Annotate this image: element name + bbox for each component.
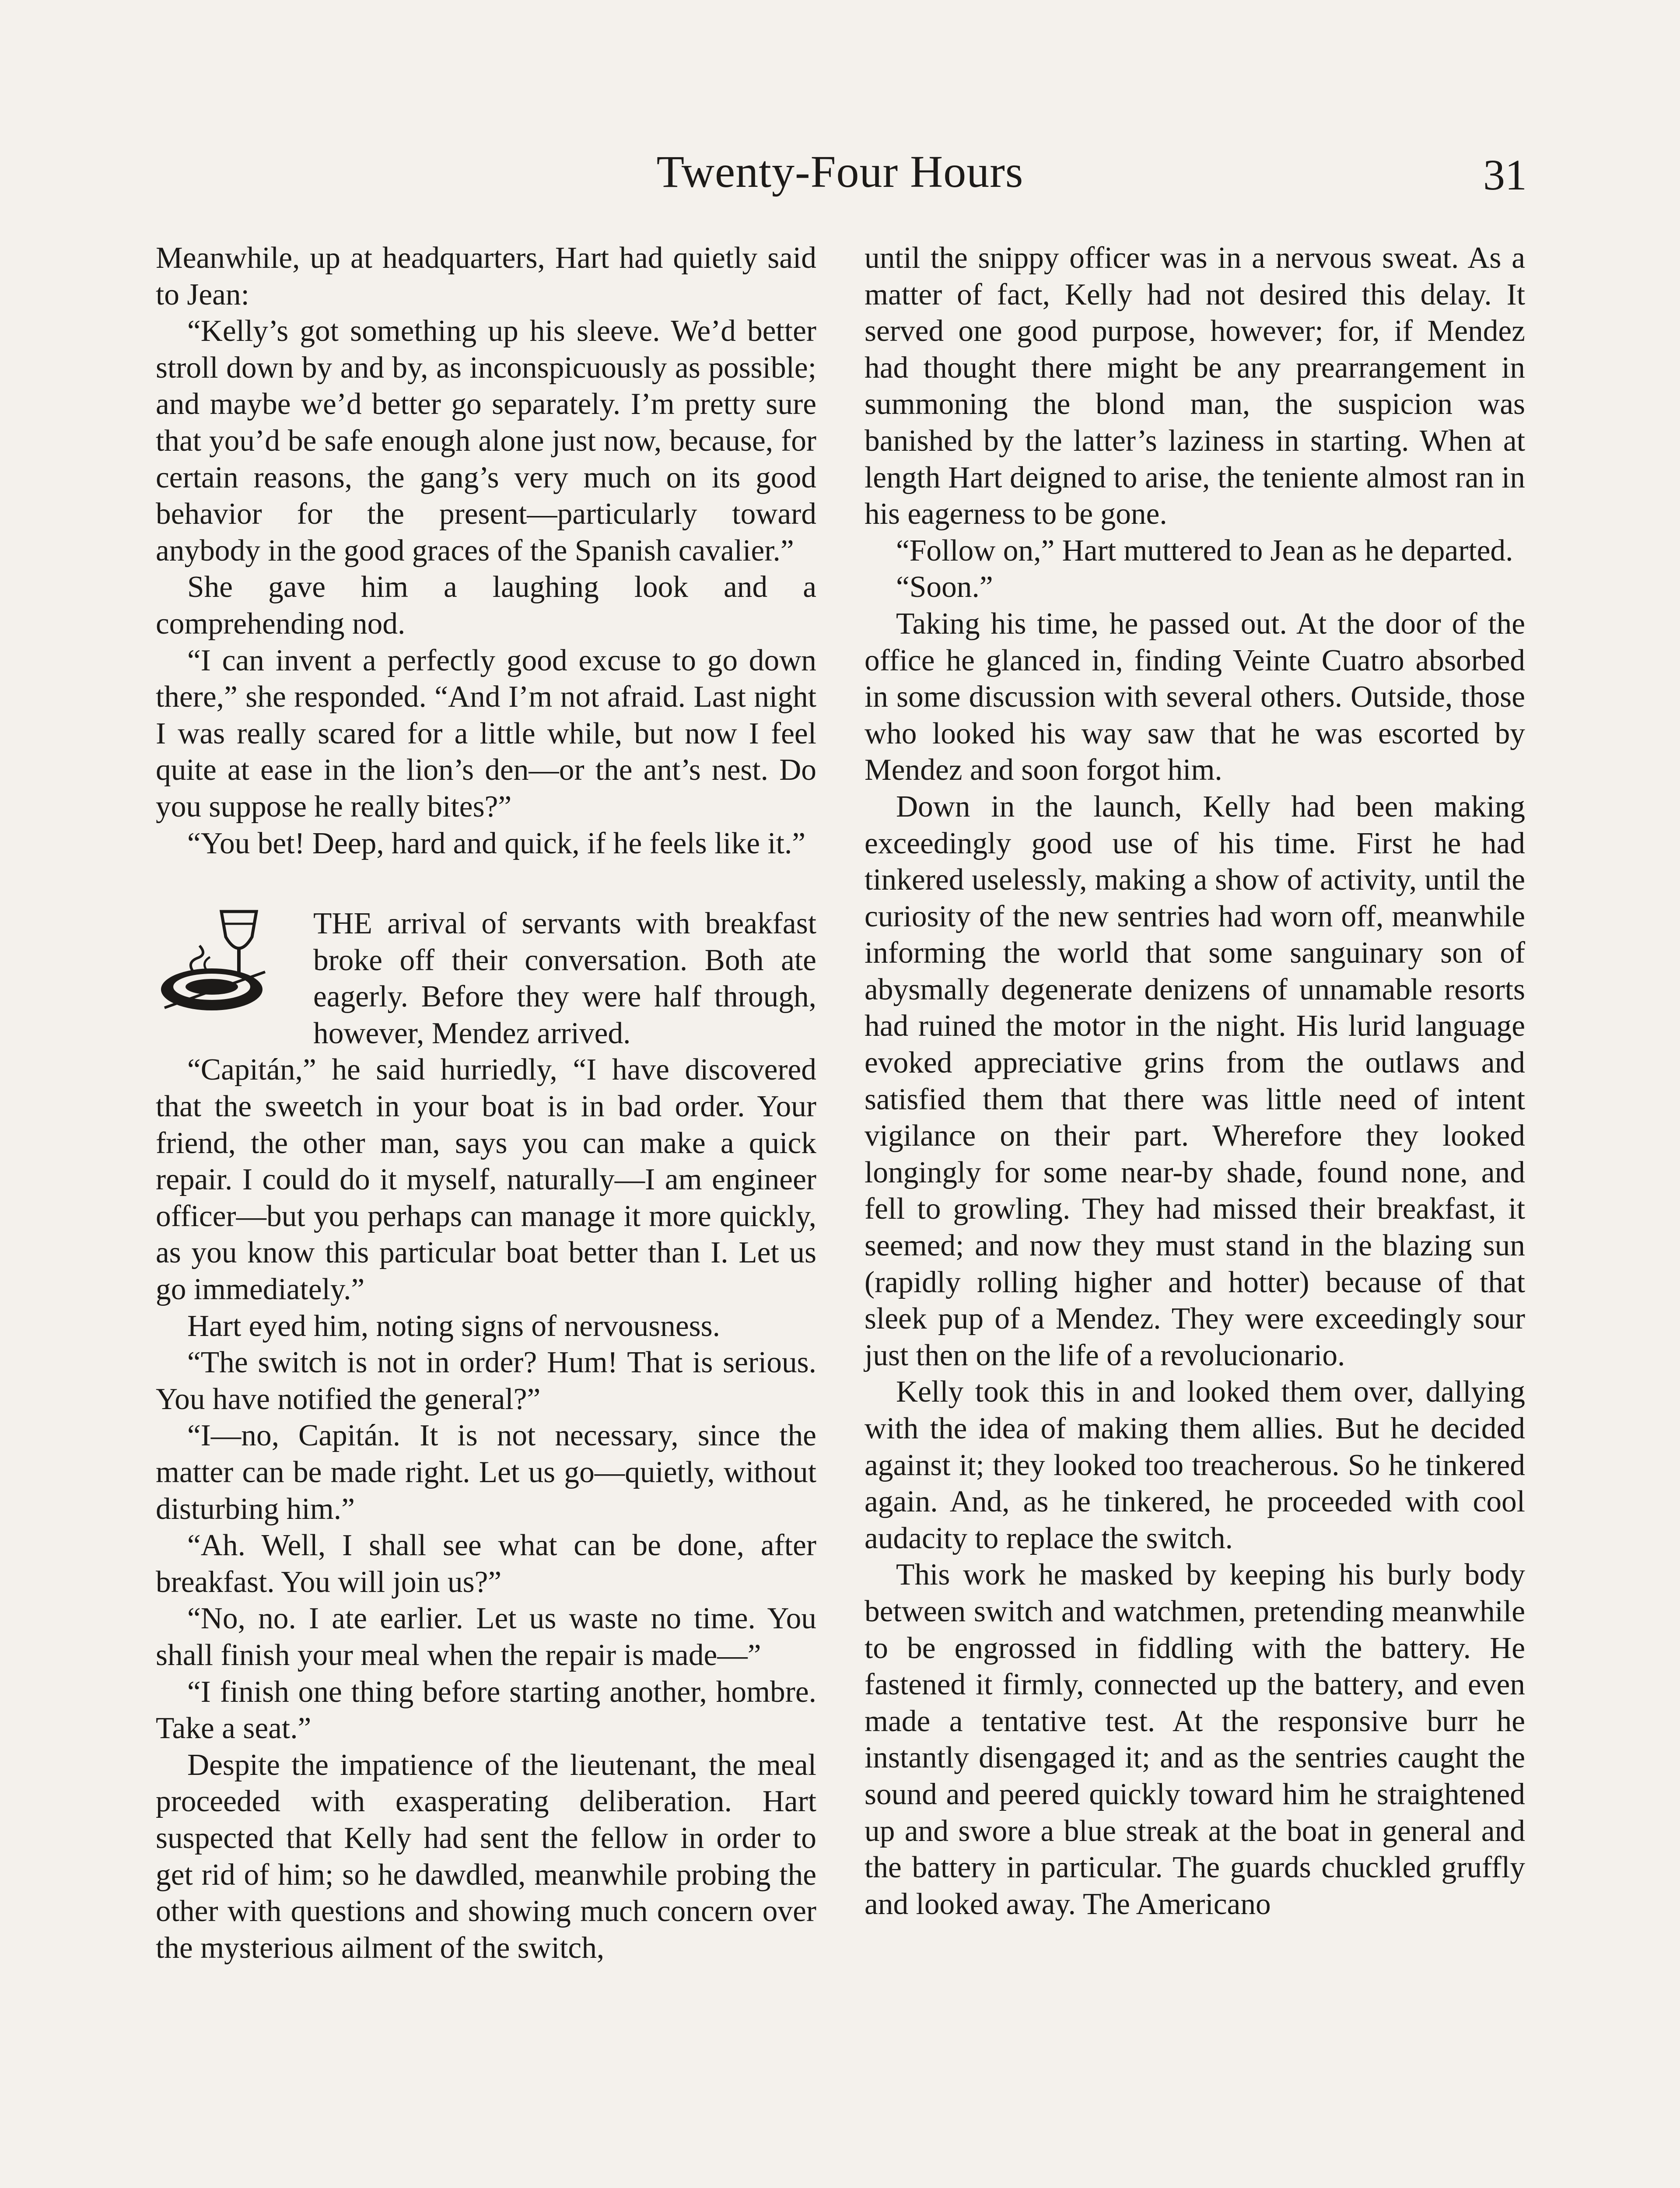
paragraph: “I can invent a perfectly good excuse to go down there,” she responded. “And I’m not afraid. Last night I was really scared for a little while, but now I feel quite at ease in the lion’s den—or the ant’s nest. Do you suppose he really bites?” [156,643,816,824]
paragraph: “I—no, Capitán. It is not necessary, since the matter can be made right. Let us go—quietly, without disturbing him.” [156,1419,816,1526]
paragraph: “Follow on,” Hart muttered to Jean as he departed. [896,533,1513,568]
page-number: 31 [1483,151,1527,199]
paragraph: Hart eyed him, noting signs of nervousness. [187,1309,721,1343]
text-column-left [156,240,816,1966]
paragraph: until the snippy officer was in a nervous sweat. As a matter of fact, Kelly had not desired this delay. It served one good purpose, however; for, if Mendez had thought there might be any prearrangement in summoning the blond man, the suspicion was banished by the latter’s laziness in starting. When at length Hart deigned to arise, the teniente almost ran in his eagerness to be gone. [864,241,1525,531]
paragraph: This work he masked by keeping his burly body between switch and watchmen, pretending meanwhile to be engrossed in fiddling with the battery. He fastened it firmly, connected up the battery, and even made a tentative test. At the responsive burr he instantly disengaged it; and as the sentries caught the sound and peered quickly toward him he straightened up and swore a blue streak at the boat in general and the battery in particular. The guards chuckled gruffly and looked away. The Americano [864,1558,1525,1921]
paragraph: “Soon.” [896,570,993,604]
paragraph: Despite the impatience of the lieutenant, the meal proceeded with exasperating deliberation. Hart suspected that Kelly had sent the fellow in order to get rid of him; so he dawdled, meanwhile probing the other with questions and showing much concern over the mysterious ailment of the switch, [156,1748,816,1965]
paragraph: “Kelly’s got something up his sleeve. We’d better stroll down by and by, as inconspicuously as possible; and maybe we’d better go separately. I’m pretty sure that you’d be safe enough alone just now, because, for certain reasons, the gang’s very much on its good behavior for the present—particularly toward anybody in the good graces of the Spanish cavalier.” [156,314,816,568]
paragraph: “You bet! Deep, hard and quick, if he feels like it.” [187,826,806,860]
paragraph: “Capitán,” he said hurriedly, “I have discovered that the sweetch in your boat is in bad order. Your friend, the other man, says you can make a quick repair. I could do it myself, naturally—I am engineer officer—but you perhaps can manage it more quickly, as you know this particular boat better than I. Let us go immediately.” [156,1053,816,1307]
running-head-title: Twenty-Four Hours [656,147,1024,197]
paragraph: “The switch is not in order? Hum! That is serious. You have notified the general?” [156,1346,816,1416]
paragraph: Down in the launch, Kelly had been making exceedingly good use of his time. First he had tinkered uselessly, making a show of activity, until the curiosity of the new sentries had worn off, meanwhile informing the world that some sanguinary son of abysmally degenerate denizens of unnamable resorts had ruined the motor in the night. His lurid language evoked appreciative grins from the outlaws and satisfied them that there was little need of intent vigilance on their part. Wherefore they looked longingly for some near-by shade, found none, and fell to growling. They had missed their breakfast, it seemed; and now they must stand in the blazing sun (rapidly rolling higher and hotter) because of that sleek pup of a Mendez. They were exceedingly sour just then on the life of a revolucionario. [864,789,1525,1372]
paragraph: “Ah. Well, I shall see what can be done, after breakfast. You will join us?” [156,1529,816,1599]
paragraph: She gave him a laughing look and a comprehending nod. [156,570,816,641]
paragraph: Taking his time, he passed out. At the door of the office he glanced in, finding Veinte Cuatro absorbed in some discussion with several others. Outside, those who looked his way saw that he was escorted by Mendez and soon forgot him. [864,607,1525,787]
paragraph: Kelly took this in and looked them over, dallying with the idea of making them allies. But he decided against it; they looked too treacherous. So he tinkered again. And, as he tinkered, he proceeded with cool audacity to replace the switch. [864,1375,1525,1555]
text-column-right [864,240,1525,1922]
breakfast-tray-icon [156,906,304,1017]
paragraph: “I finish one thing before starting another, hombre. Take a seat.” [156,1675,816,1746]
section-opening-paragraph: THE arrival of servants with breakfast broke off their conversation. Both ate eagerly. Before they were half through, however, Mendez arrived. [313,907,816,1050]
section-break [156,862,816,905]
paragraph: Meanwhile, up at headquarters, Hart had quietly said to Jean: [156,241,816,312]
paragraph: “No, no. I ate earlier. Let us waste no time. You shall finish your meal when the repair is made—” [156,1602,816,1672]
